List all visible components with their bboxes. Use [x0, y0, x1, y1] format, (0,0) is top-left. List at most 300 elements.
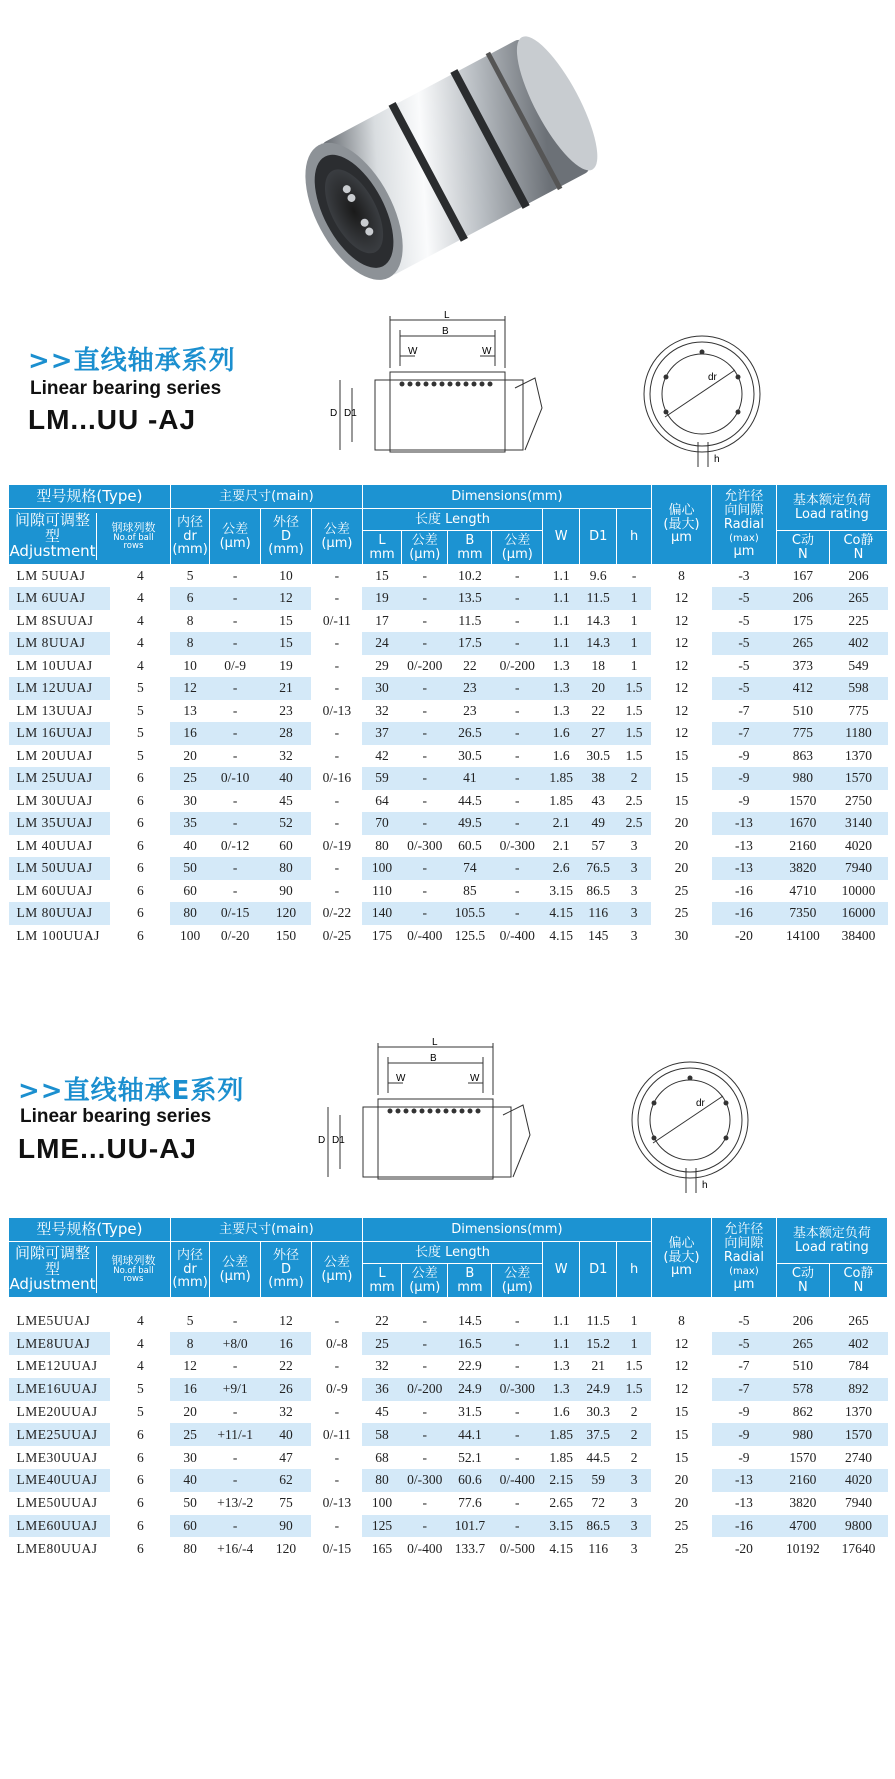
value-cell: 9800 — [830, 1515, 888, 1538]
value-cell: 77.6 — [458, 1495, 482, 1511]
model-cell: LM 13UUAJ — [16, 702, 93, 718]
value-cell: 49 — [580, 812, 617, 835]
value-cell: 26 — [261, 1378, 312, 1401]
value-cell: 32 — [375, 702, 389, 718]
value-cell: 50 — [170, 857, 209, 880]
hdr2-C0 — [830, 1264, 888, 1298]
value-cell: 59 — [580, 1469, 617, 1492]
hdr2-tol1-um: (μm) — [219, 1268, 251, 1284]
value-cell: - — [232, 1312, 238, 1328]
value-cell: 15 — [651, 1423, 711, 1446]
value-cell: 6 — [110, 902, 170, 925]
value-cell: 21 — [261, 677, 312, 700]
value-cell: 15 — [651, 745, 711, 768]
value-cell: 3 — [630, 1495, 638, 1511]
value-cell: 3 — [630, 882, 638, 898]
value-cell: 0/-400 — [407, 927, 443, 943]
hdr2-ecc-cn: 偏心 — [668, 1236, 695, 1252]
value-cell: 120 — [275, 1540, 297, 1556]
value-cell: -7 — [738, 1358, 750, 1374]
value-cell: - — [422, 1312, 428, 1328]
value-cell: 0/-500 — [499, 1540, 535, 1556]
value-cell: 74 — [448, 857, 492, 880]
value-cell: 16000 — [830, 902, 888, 925]
value-cell: - — [311, 1515, 362, 1538]
value-cell: 4.15 — [549, 1540, 574, 1556]
hdr2-ecc-unit: μm — [671, 1263, 692, 1279]
value-cell: - — [631, 568, 637, 583]
table-row — [9, 1537, 888, 1560]
value-cell: - — [311, 1355, 362, 1378]
value-cell: 25 — [362, 1332, 401, 1355]
value-cell: 1.1 — [552, 612, 570, 628]
hdr2-tol3-cn: 公差 — [411, 1265, 438, 1281]
value-cell: - — [515, 747, 520, 763]
value-cell: 40 — [261, 767, 312, 790]
hdr2-adjustment — [9, 1243, 97, 1294]
value-cell: 6 — [110, 1492, 170, 1515]
value-cell: 23 — [463, 702, 477, 718]
hdr-L-mm: mm — [369, 546, 395, 562]
value-cell: 75 — [279, 1495, 293, 1511]
hdr2-radial-cn2: 向间隙 — [724, 1236, 764, 1252]
value-cell: 3140 — [830, 812, 888, 835]
value-cell: 0/-400 — [492, 1469, 543, 1492]
hdr-C0-stat: 静 — [860, 532, 874, 548]
value-cell: 80 — [261, 857, 312, 880]
value-cell: 8 — [186, 612, 194, 628]
value-cell: - — [422, 612, 428, 628]
value-cell: 15 — [651, 790, 711, 813]
value-cell: 0/-13 — [311, 1492, 362, 1515]
value-cell: 1 — [630, 657, 638, 673]
value-cell: 1 — [617, 587, 652, 610]
value-cell: - — [210, 857, 261, 880]
value-cell: 22.9 — [458, 1358, 482, 1374]
value-cell: 64 — [375, 792, 389, 808]
value-cell: 1670 — [776, 812, 829, 835]
hdr2-ecc — [651, 1218, 711, 1298]
value-cell: - — [311, 1446, 362, 1469]
value-cell: 4 — [110, 1332, 170, 1355]
value-cell: -13 — [712, 812, 777, 835]
value-cell: 4 — [110, 1355, 170, 1378]
value-cell: - — [422, 747, 428, 763]
hdr2-radial-en: Radial — [723, 1249, 765, 1265]
value-cell: 31.5 — [458, 1404, 482, 1420]
value-cell: 20 — [651, 1469, 711, 1492]
value-cell: 1.6 — [543, 722, 580, 745]
value-cell: - — [515, 792, 520, 808]
value-cell: 60.5 — [458, 837, 482, 853]
value-cell: 4710 — [789, 882, 817, 898]
hdr2-D1: D1 — [580, 1242, 617, 1298]
value-cell: 20 — [651, 835, 711, 858]
value-cell: 0/-22 — [311, 902, 362, 925]
value-cell: 27 — [580, 722, 617, 745]
value-cell: - — [515, 882, 520, 898]
hdr2-inner-cn: 内径 — [177, 1248, 204, 1264]
value-cell: - — [402, 812, 448, 835]
value-cell: - — [311, 857, 362, 880]
value-cell: -7 — [712, 722, 777, 745]
hdr2-outer-D: D — [281, 1261, 292, 1277]
value-cell: 24.9 — [580, 1378, 617, 1401]
value-cell: 0/-9 — [224, 657, 247, 673]
value-cell: 0/-25 — [311, 925, 362, 948]
hdr-ecc-unit: μm — [671, 530, 692, 546]
value-cell: 2.1 — [543, 812, 580, 835]
value-cell: 22 — [375, 1312, 389, 1328]
value-cell: -13 — [734, 837, 753, 853]
value-cell: 2.1 — [552, 837, 570, 853]
value-cell: 206 — [848, 568, 869, 583]
value-cell: 25 — [651, 880, 711, 903]
value-cell: - — [232, 882, 238, 898]
hdr-tol3-cn: 公差 — [411, 532, 438, 548]
hdr2-C-N: N — [798, 1279, 808, 1295]
value-cell: - — [402, 1332, 448, 1355]
value-cell: - — [492, 767, 543, 790]
hdr-ecc-cn: 偏心 — [668, 503, 695, 519]
value-cell: - — [402, 857, 448, 880]
hdr-adj-en: Adjustment — [9, 542, 96, 561]
value-cell: 80 — [362, 1469, 401, 1492]
value-cell: - — [402, 902, 448, 925]
hdr-load-en: Load rating — [794, 506, 869, 522]
hdr2-B-txt: B — [465, 1265, 475, 1281]
value-cell: 57 — [591, 837, 605, 853]
value-cell: 14.3 — [586, 612, 611, 628]
value-cell: - — [311, 790, 362, 813]
value-cell: 26.5 — [448, 722, 492, 745]
value-cell: 52.1 — [458, 1449, 482, 1465]
value-cell: 36 — [362, 1378, 401, 1401]
value-cell: 980 — [776, 1423, 829, 1446]
model-cell: LME50UUAJ — [16, 1495, 98, 1511]
value-cell: 1.1 — [552, 568, 570, 583]
value-cell: 1.1 — [543, 632, 580, 655]
value-cell: 4 — [110, 610, 170, 633]
value-cell: 12 — [651, 655, 711, 678]
value-cell: 70 — [362, 812, 401, 835]
value-cell: +9/1 — [210, 1378, 261, 1401]
value-cell: 6 — [110, 1515, 170, 1538]
value-cell: 1.85 — [543, 1423, 580, 1446]
value-cell: 5 — [110, 1401, 170, 1424]
value-cell: 18 — [591, 657, 605, 673]
value-cell: - — [492, 587, 543, 610]
hdr2-B — [448, 1264, 492, 1298]
value-cell: 0/-200 — [407, 657, 443, 673]
dim-W-label-e: W — [396, 1073, 406, 1084]
value-cell: -5 — [712, 1332, 777, 1355]
value-cell: - — [402, 767, 448, 790]
value-cell: 1.6 — [552, 747, 570, 763]
value-cell: - — [210, 677, 261, 700]
hdr-tol1-um: (μm) — [219, 535, 251, 551]
value-cell: 90 — [261, 1515, 312, 1538]
dim-D-label-e: D — [318, 1135, 326, 1146]
value-cell: 3 — [617, 1515, 652, 1538]
value-cell: 0/-9 — [311, 1378, 362, 1401]
value-cell: 32 — [279, 747, 293, 763]
hdr-B-txt: B — [465, 532, 475, 548]
hdr2-inner — [170, 1242, 209, 1298]
model-cell: LME16UUAJ — [9, 1378, 111, 1401]
hdr-inner-mm: (mm) — [172, 542, 208, 558]
hdr-dimensions: Dimensions(mm) — [362, 485, 651, 509]
value-cell: - — [311, 880, 362, 903]
hdr-D1: D1 — [580, 509, 617, 565]
value-cell: - — [402, 1423, 448, 1446]
value-cell: - — [311, 1469, 362, 1492]
table-row — [9, 902, 888, 925]
value-cell: 1180 — [830, 722, 888, 745]
value-cell: -3 — [738, 568, 750, 583]
value-cell: - — [311, 722, 362, 745]
value-cell: - — [402, 587, 448, 610]
value-cell: 1.5 — [617, 722, 652, 745]
value-cell: 2.5 — [617, 812, 652, 835]
value-cell: 12 — [651, 610, 711, 633]
value-cell: - — [232, 1449, 238, 1465]
hdr-adjustment — [9, 510, 97, 561]
value-cell: 10192 — [786, 1540, 820, 1556]
value-cell: 30 — [183, 792, 197, 808]
hdr-ecc — [651, 485, 711, 565]
value-cell: - — [492, 902, 543, 925]
value-cell: - — [232, 792, 238, 808]
hdr2-outer-cn: 外径 — [273, 1248, 300, 1264]
hdr2-tol1-cn: 公差 — [222, 1254, 249, 1270]
hdr2-tol2-cn: 公差 — [323, 1254, 350, 1270]
value-cell: - — [515, 1449, 520, 1465]
hdr-outer — [261, 509, 312, 565]
value-cell: 2.5 — [625, 792, 643, 808]
hdr2-adj-en: Adjustment — [9, 1275, 96, 1294]
table-row — [9, 812, 888, 835]
hdr-adj-cn: 间隙可调整型 — [14, 510, 90, 545]
model-cell: LM 16UUAJ — [9, 722, 111, 745]
hdr2-dimensions: Dimensions(mm) — [362, 1218, 651, 1242]
value-cell: 0/-11 — [311, 610, 362, 633]
hdr-adj-block — [9, 509, 171, 565]
value-cell: 1.3 — [552, 1358, 570, 1374]
value-cell: 11.5 — [586, 1312, 610, 1328]
model-cell: LME80UUAJ — [16, 1540, 98, 1556]
value-cell: 5 — [110, 700, 170, 723]
hdr2-load-cn: 基本额定负荷 — [792, 1225, 871, 1241]
table-row — [9, 1469, 888, 1492]
value-cell: - — [422, 1449, 428, 1465]
hdr-tol4-um: (μm) — [501, 546, 533, 562]
value-cell: 42 — [375, 747, 389, 763]
value-cell: 30.3 — [586, 1404, 611, 1420]
value-cell: 20 — [183, 1404, 197, 1420]
bearing-front-drawing-e — [618, 1048, 768, 1202]
model-cell: LME30UUAJ — [16, 1449, 98, 1465]
value-cell: 40 — [261, 1423, 312, 1446]
value-cell: 8 — [170, 632, 209, 655]
hdr2-C0-N: N — [853, 1279, 864, 1295]
section2-title-en: Linear bearing series — [20, 1106, 212, 1127]
value-cell: 6 — [110, 1537, 170, 1560]
value-cell: 105.5 — [448, 902, 492, 925]
hdr2-tol3 — [402, 1264, 448, 1298]
value-cell: 3 — [630, 927, 638, 943]
value-cell: 7940 — [830, 857, 888, 880]
value-cell: 206 — [776, 587, 829, 610]
value-cell: 5 — [110, 1378, 170, 1401]
value-cell: 0/-200 — [402, 1378, 448, 1401]
hdr2-type: 型号规格(Type) — [9, 1218, 171, 1242]
value-cell: 1 — [617, 632, 652, 655]
hdr2-L — [362, 1264, 401, 1298]
value-cell: 0/-300 — [407, 837, 443, 853]
value-cell: 2 — [630, 1404, 638, 1420]
value-cell: 0/-10 — [210, 767, 261, 790]
hdr-C — [776, 531, 829, 565]
value-cell: 38 — [580, 767, 617, 790]
value-cell: 225 — [848, 612, 869, 628]
model-cell: LME5UUAJ — [16, 1312, 91, 1328]
model-cell: LM 40UUAJ — [16, 837, 93, 853]
table-row — [9, 880, 888, 903]
value-cell: +13/-2 — [217, 1495, 254, 1511]
value-cell: 47 — [279, 1449, 293, 1465]
value-cell: 40 — [183, 837, 197, 853]
value-cell: 4020 — [830, 1469, 888, 1492]
value-cell: 6 — [110, 790, 170, 813]
value-cell: 10 — [279, 568, 293, 583]
value-cell: 13 — [183, 702, 197, 718]
value-cell: 1.85 — [549, 1449, 574, 1465]
table-row — [9, 790, 888, 813]
spec-table-lme-body — [9, 1298, 888, 1561]
value-cell: 14100 — [786, 927, 820, 943]
dim-D1-label: D1 — [344, 408, 357, 419]
hdr-ecc-max: (最大) — [663, 516, 700, 532]
value-cell: 49.5 — [448, 812, 492, 835]
product-photo — [300, 20, 620, 290]
hdr-outer-D: D — [281, 528, 292, 544]
value-cell: -16 — [712, 1515, 777, 1538]
value-cell: 59 — [362, 767, 401, 790]
model-cell: LME25UUAJ — [9, 1423, 111, 1446]
value-cell: - — [311, 745, 362, 768]
value-cell: - — [492, 1423, 543, 1446]
hdr2-length: 长度 Length — [362, 1242, 542, 1264]
value-cell: 892 — [830, 1378, 888, 1401]
value-cell: 8 — [651, 565, 711, 588]
dim-L-label: L — [444, 310, 450, 321]
value-cell: 13.5 — [448, 587, 492, 610]
bearing-side-drawing-e — [318, 1035, 548, 1189]
table-row — [9, 632, 888, 655]
value-cell: 0/-15 — [311, 1537, 362, 1560]
value-cell: 6 — [110, 812, 170, 835]
value-cell: 11.5 — [580, 587, 617, 610]
hdr2-radial-cn1: 允许径 — [724, 1222, 764, 1238]
value-cell: 30 — [651, 925, 711, 948]
dim-h-label-e: h — [702, 1180, 708, 1191]
value-cell: 19 — [279, 657, 293, 673]
hdr2-balls-cn: 钢球列数 — [111, 1254, 156, 1268]
value-cell: 6 — [110, 925, 170, 948]
hdr-C-N: N — [798, 546, 808, 562]
hdr-L-txt: L — [378, 532, 386, 548]
dim-D-label: D — [330, 408, 338, 419]
value-cell: 38400 — [841, 927, 876, 943]
value-cell: -20 — [734, 927, 753, 943]
value-cell: 11.5 — [458, 612, 482, 628]
value-cell: 0/-11 — [311, 1423, 362, 1446]
value-cell: - — [515, 1495, 520, 1511]
value-cell: -5 — [712, 632, 777, 655]
spacer-row — [9, 1298, 888, 1310]
hdr2-inner-mm: (mm) — [172, 1275, 208, 1291]
value-cell: - — [311, 1401, 362, 1424]
section1-title-cn: >>直线轴承系列 — [28, 346, 236, 376]
value-cell: 20 — [580, 677, 617, 700]
value-cell: 265 — [848, 1312, 869, 1328]
hdr2-adj-block — [9, 1242, 171, 1298]
value-cell: 15 — [261, 632, 312, 655]
value-cell: 402 — [830, 632, 888, 655]
table-row — [9, 1310, 888, 1333]
value-cell: 25 — [651, 1515, 711, 1538]
hdr-C0 — [830, 531, 888, 565]
hdr-load — [776, 485, 887, 531]
hdr2-tol4 — [492, 1264, 543, 1298]
dim-W2-label: W — [482, 346, 492, 357]
value-cell: 4 — [110, 1310, 170, 1333]
hdr2-balls — [97, 1246, 170, 1293]
hdr-radial-cn2: 向间隙 — [724, 503, 764, 519]
value-cell: 20 — [651, 812, 711, 835]
value-cell: 28 — [261, 722, 312, 745]
value-cell: 44.1 — [448, 1423, 492, 1446]
value-cell: -7 — [712, 1378, 777, 1401]
table-row — [9, 1446, 888, 1469]
table-row — [9, 655, 888, 678]
value-cell: - — [492, 632, 543, 655]
value-cell: - — [232, 612, 238, 628]
value-cell: 0/-8 — [311, 1332, 362, 1355]
value-cell: - — [422, 1358, 428, 1374]
hdr2-tol4-cn: 公差 — [504, 1265, 531, 1281]
value-cell: 45 — [279, 792, 293, 808]
hdr-tol4 — [492, 531, 543, 565]
model-cell: LM 80UUAJ — [9, 902, 111, 925]
value-cell: - — [492, 722, 543, 745]
value-cell: 22 — [279, 1358, 293, 1374]
value-cell: 4 — [110, 565, 170, 588]
value-cell: 2160 — [776, 1469, 829, 1492]
value-cell: -9 — [712, 1423, 777, 1446]
value-cell: 44.5 — [458, 792, 482, 808]
model-cell: LM 20UUAJ — [16, 747, 93, 763]
value-cell: 4 — [110, 632, 170, 655]
model-cell: LM 100UUAJ — [16, 927, 100, 943]
value-cell: 12 — [651, 587, 711, 610]
value-cell: 25 — [170, 767, 209, 790]
value-cell: 14.5 — [458, 1312, 482, 1328]
value-cell: 6 — [110, 1469, 170, 1492]
hdr2-radial-unit: μm — [733, 1276, 755, 1292]
value-cell: 510 — [792, 702, 814, 718]
